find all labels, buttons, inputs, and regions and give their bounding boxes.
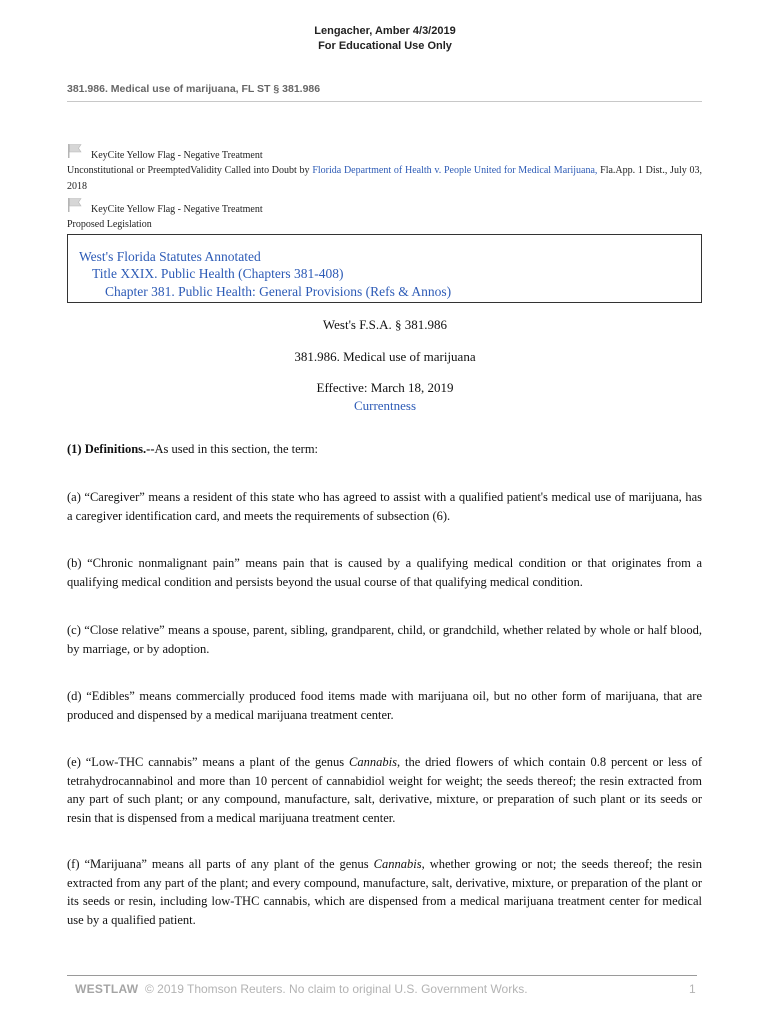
definitions-intro: As used in this section, the term: [154, 442, 319, 456]
title-divider [67, 101, 702, 102]
keycite-flag-label[interactable]: KeyCite Yellow Flag - Negative Treatment [91, 204, 263, 215]
document-title: 381.986. Medical use of marijuana, FL ST § 381.986 [67, 83, 321, 95]
definition-f-rest: , whether growing or not; the seeds thereof; the resin extracted from any part of the plant; and every compound, manufacture, salt, derivative, mixture, or preparation of the plant or its seeds or resin, including low-THC cannabis, which are dispensed from a medical marijuana treatment center for medical use by a qualified patient. [67, 857, 703, 927]
keycite-text-before: Unconstitutional or PreemptedValidity Called into Doubt by [67, 165, 313, 176]
definition-b: (b) “Chronic nonmalignant pain” means pain that is caused by a qualifying medical condition or that originates from a qualifying medical condition and persists beyond the usual course of that qualifying medical condition. [67, 556, 702, 589]
breadcrumb-title-link[interactable]: Title XXIX. Public Health (Chapters 381-408) [92, 266, 344, 281]
definition-f [67, 855, 702, 929]
westlaw-logo: WESTLAW [75, 982, 139, 996]
effective-date: Effective: March 18, 2019 [316, 380, 454, 395]
flag-icon[interactable] [67, 197, 83, 213]
currentness-link[interactable]: Currentness [353, 398, 417, 413]
footer-divider [67, 975, 697, 976]
header-user-line: Lengacher, Amber 4/3/2019 [314, 25, 456, 37]
definition-f-text: (f) “Marijuana” means all parts of any plant of the genus [67, 857, 374, 871]
keycite-treatment-text [67, 163, 702, 195]
definition-c: (c) “Close relative” means a spouse, parent, sibling, grandparent, child, or grandchild, whether related by whole or half blood, by marriage, or by adoption. [67, 623, 702, 656]
keycite-case-link[interactable]: Florida Department of Health v. People United for Medical Marijuana, [312, 165, 598, 176]
definition-e-genus: Cannabis [349, 755, 397, 769]
definition-f-genus: Cannabis [373, 857, 422, 871]
flag-icon[interactable] [67, 143, 83, 159]
definition-d: (d) “Edibles” means commercially produced food items made with marijuana oil, but no other form of marijuana, that are produced and dispensed by a medical marijuana treatment center. [67, 689, 702, 722]
definition-a: (a) “Caregiver” means a resident of this state who has agreed to assist with a qualified patient's medical use of marijuana, has a caregiver identification card, and meets the requirements of subsection (6). [67, 490, 702, 523]
definition-e [67, 753, 702, 827]
section-title: 381.986. Medical use of marijuana [294, 349, 476, 364]
footer-copyright: © 2019 Thomson Reuters. No claim to original U.S. Government Works. [145, 982, 528, 996]
definitions-heading [67, 440, 702, 459]
breadcrumb-chapter-link[interactable]: Chapter 381. Public Health: General Provisions (Refs & Annos) [105, 284, 452, 299]
currentness-row [0, 398, 770, 414]
page-number: 1 [689, 982, 696, 996]
keycite-treatment-text: Proposed Legislation [67, 219, 152, 230]
breadcrumb [67, 234, 702, 303]
keycite-text-after: Fla.App. 1 Dist., July 03, 2018 [67, 165, 702, 192]
definition-e-text: (e) “Low-THC cannabis” means a plant of the genus [67, 755, 350, 769]
definitions-heading-label: (1) Definitions.-- [67, 442, 155, 456]
definition-e-rest: , the dried flowers of which contain 0.8 percent or less of tetrahydrocannabinol and more than 10 percent of cannabidiol weight for weight; the seeds thereof; the resin extracted from any part of such plant; or any compound, manufacture, salt, derivative, mixture, or preparation of such plant or its seeds or resin that is dispensed from a medical marijuana treatment center. [67, 755, 702, 825]
breadcrumb-statutes-link[interactable]: West's Florida Statutes Annotated [79, 249, 261, 264]
statute-citation: West's F.S.A. § 381.986 [322, 317, 448, 332]
keycite-flag-label[interactable]: KeyCite Yellow Flag - Negative Treatment [91, 150, 263, 161]
header-notice: For Educational Use Only [318, 40, 452, 52]
